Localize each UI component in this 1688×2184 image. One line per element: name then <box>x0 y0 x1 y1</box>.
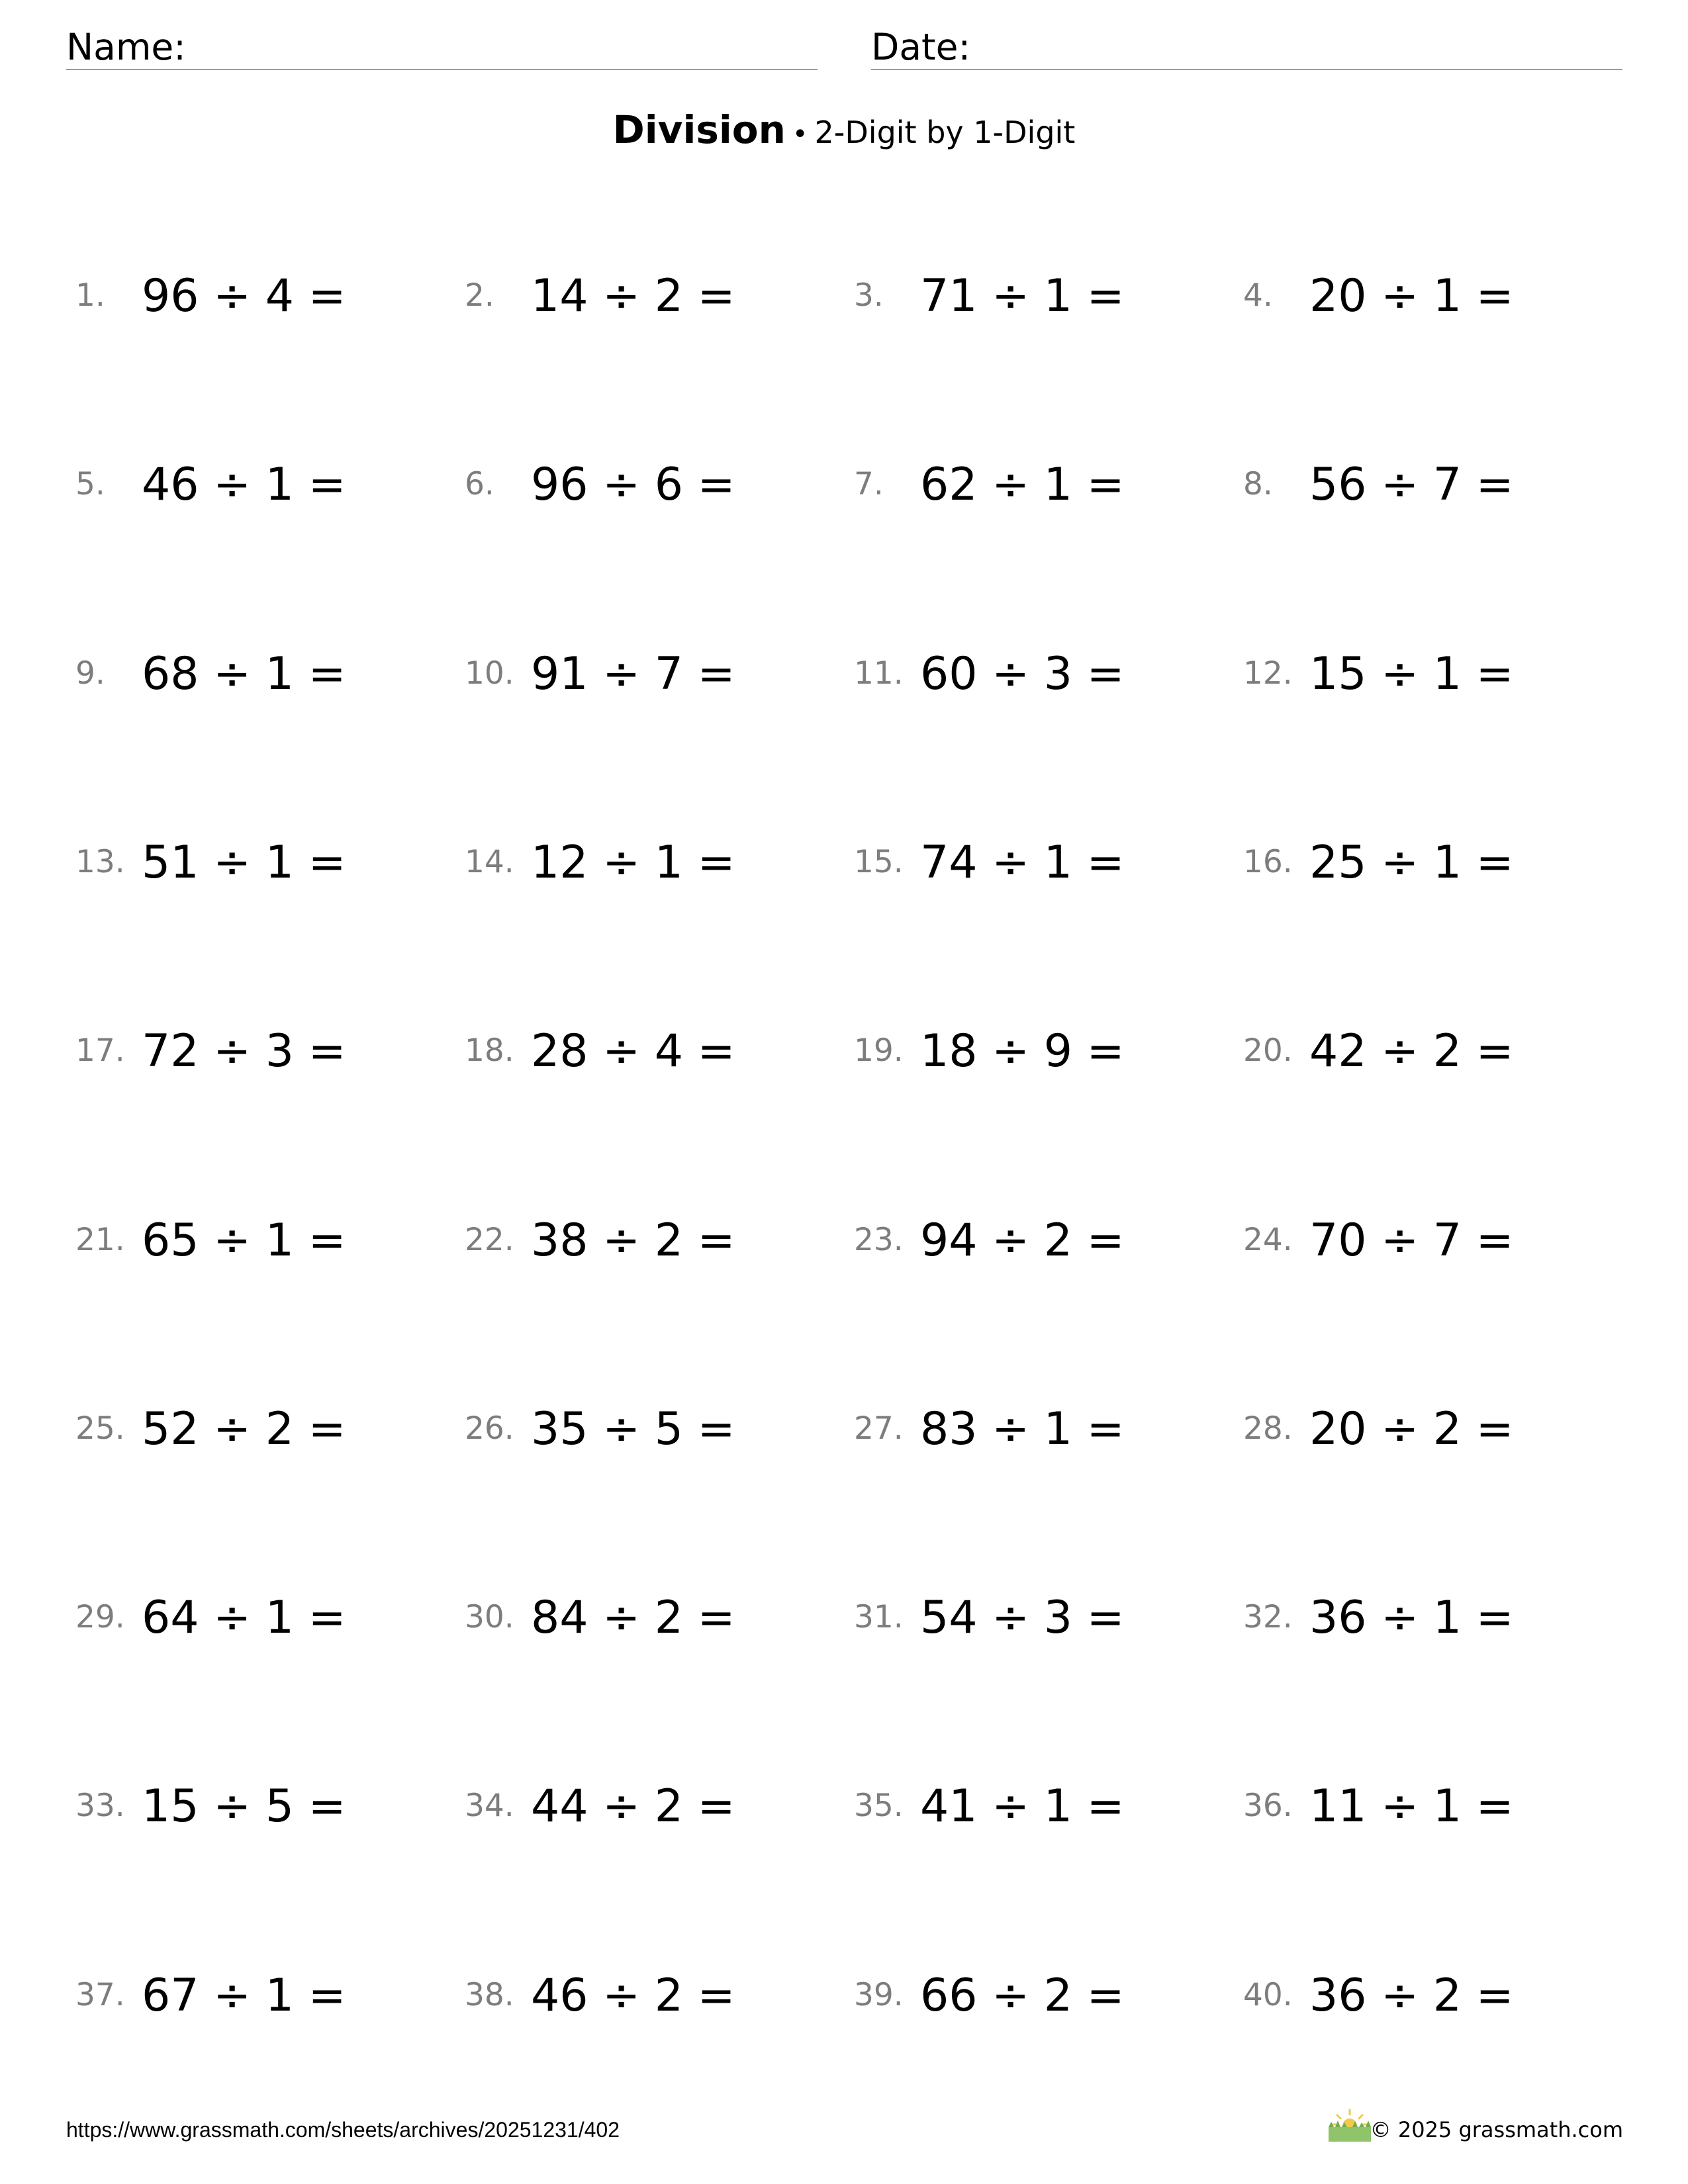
problem-item[interactable] <box>1234 641 1605 701</box>
problem-number: 40. <box>1243 1977 1293 2013</box>
problem-expression: 46 ÷ 2 = <box>531 1970 735 2022</box>
problem-expression: 84 ÷ 2 = <box>531 1592 735 1644</box>
problem-item[interactable] <box>845 263 1215 323</box>
problem-item[interactable] <box>455 641 826 701</box>
problem-number: 33. <box>75 1788 125 1824</box>
problem-expression: 15 ÷ 5 = <box>142 1780 346 1833</box>
problem-item[interactable] <box>455 452 826 512</box>
problem-item[interactable] <box>455 263 826 323</box>
problem-expression: 91 ÷ 7 = <box>531 648 735 700</box>
problem-expression: 44 ÷ 2 = <box>531 1780 735 1833</box>
problem-expression: 20 ÷ 1 = <box>1309 270 1514 322</box>
problem-item[interactable] <box>66 1019 437 1078</box>
problem-item[interactable] <box>845 641 1215 701</box>
date-label: Date: <box>871 26 970 68</box>
name-label: Name: <box>66 26 186 68</box>
problem-expression: 36 ÷ 1 = <box>1309 1592 1514 1644</box>
problem-number: 30. <box>465 1599 514 1635</box>
problem-expression: 41 ÷ 1 = <box>920 1780 1125 1833</box>
problem-expression: 72 ÷ 3 = <box>142 1025 346 1077</box>
problem-expression: 35 ÷ 5 = <box>531 1403 735 1455</box>
problem-expression: 42 ÷ 2 = <box>1309 1025 1514 1077</box>
problem-number: 28. <box>1243 1410 1293 1447</box>
problem-number: 21. <box>75 1222 125 1258</box>
problem-number: 39. <box>854 1977 904 2013</box>
problem-expression: 14 ÷ 2 = <box>531 270 735 322</box>
problem-item[interactable] <box>66 641 437 701</box>
problem-item[interactable] <box>66 1963 437 2023</box>
problem-expression: 46 ÷ 1 = <box>142 459 346 511</box>
problem-number: 3. <box>854 277 884 314</box>
problem-number: 19. <box>854 1032 904 1069</box>
problem-expression: 94 ÷ 2 = <box>920 1214 1125 1267</box>
problem-number: 32. <box>1243 1599 1293 1635</box>
problem-item[interactable] <box>455 1585 826 1645</box>
problem-number: 9. <box>75 655 105 692</box>
problem-item[interactable] <box>845 1585 1215 1645</box>
problem-number: 6. <box>465 466 494 502</box>
name-field[interactable] <box>66 25 818 70</box>
problem-expression: 96 ÷ 4 = <box>142 270 346 322</box>
problem-number: 25. <box>75 1410 125 1447</box>
problem-expression: 64 ÷ 1 = <box>142 1592 346 1644</box>
problem-item[interactable] <box>845 1396 1215 1456</box>
problem-item[interactable] <box>455 1774 826 1833</box>
problem-expression: 15 ÷ 1 = <box>1309 648 1514 700</box>
problem-expression: 54 ÷ 3 = <box>920 1592 1125 1644</box>
problem-expression: 96 ÷ 6 = <box>531 459 735 511</box>
problem-item[interactable] <box>1234 1585 1605 1645</box>
problem-number: 4. <box>1243 277 1273 314</box>
problem-item[interactable] <box>845 1774 1215 1833</box>
problem-expression: 28 ÷ 4 = <box>531 1025 735 1077</box>
problem-number: 23. <box>854 1222 904 1258</box>
problem-number: 36. <box>1243 1788 1293 1824</box>
problem-number: 34. <box>465 1788 514 1824</box>
problem-expression: 68 ÷ 1 = <box>142 648 346 700</box>
problem-number: 31. <box>854 1599 904 1635</box>
problem-number: 22. <box>465 1222 514 1258</box>
problem-number: 16. <box>1243 844 1293 880</box>
footer-copyright: © 2025 grassmath.com <box>1370 2117 1623 2142</box>
problem-item[interactable] <box>455 1019 826 1078</box>
problem-expression: 51 ÷ 1 = <box>142 837 346 889</box>
problem-item[interactable] <box>455 1396 826 1456</box>
problem-number: 38. <box>465 1977 514 2013</box>
problem-item[interactable] <box>1234 452 1605 512</box>
problem-item[interactable] <box>66 452 437 512</box>
problem-item[interactable] <box>1234 263 1605 323</box>
title-main: Division <box>612 107 786 152</box>
problem-expression: 36 ÷ 2 = <box>1309 1970 1514 2022</box>
problem-expression: 25 ÷ 1 = <box>1309 837 1514 889</box>
problem-number: 35. <box>854 1788 904 1824</box>
problem-number: 1. <box>75 277 105 314</box>
problem-expression: 70 ÷ 7 = <box>1309 1214 1514 1267</box>
problem-number: 17. <box>75 1032 125 1069</box>
problem-expression: 18 ÷ 9 = <box>920 1025 1125 1077</box>
problem-expression: 52 ÷ 2 = <box>142 1403 346 1455</box>
problem-item[interactable] <box>66 1774 437 1833</box>
problem-number: 15. <box>854 844 904 880</box>
title-separator: • <box>792 119 808 150</box>
problem-item[interactable] <box>66 830 437 889</box>
problem-expression: 60 ÷ 3 = <box>920 648 1125 700</box>
problem-expression: 67 ÷ 1 = <box>142 1970 346 2022</box>
problem-number: 26. <box>465 1410 514 1447</box>
problem-expression: 11 ÷ 1 = <box>1309 1780 1514 1833</box>
problem-item[interactable] <box>1234 830 1605 889</box>
problem-expression: 20 ÷ 2 = <box>1309 1403 1514 1455</box>
problem-item[interactable] <box>845 1963 1215 2023</box>
problem-expression: 83 ÷ 1 = <box>920 1403 1125 1455</box>
problem-number: 14. <box>465 844 514 880</box>
problem-number: 12. <box>1243 655 1293 692</box>
problem-item[interactable] <box>455 830 826 889</box>
problem-item[interactable] <box>1234 1396 1605 1456</box>
problem-expression: 38 ÷ 2 = <box>531 1214 735 1267</box>
problem-item[interactable] <box>1234 1774 1605 1833</box>
problem-number: 13. <box>75 844 125 880</box>
problem-item[interactable] <box>455 1963 826 2023</box>
title-subtitle: 2-Digit by 1-Digit <box>814 114 1076 150</box>
problem-expression: 65 ÷ 1 = <box>142 1214 346 1267</box>
problem-item[interactable] <box>845 830 1215 889</box>
problem-item[interactable] <box>66 1585 437 1645</box>
problem-number: 8. <box>1243 466 1273 502</box>
problem-number: 5. <box>75 466 105 502</box>
problem-item[interactable] <box>1234 1019 1605 1078</box>
footer-url[interactable]: https://www.grassmath.com/sheets/archives/20251231/402 <box>66 2118 620 2142</box>
problem-number: 11. <box>854 655 904 692</box>
problem-item[interactable] <box>1234 1963 1605 2023</box>
problem-item[interactable] <box>845 452 1215 512</box>
problem-item[interactable] <box>66 1396 437 1456</box>
date-field[interactable] <box>871 25 1622 70</box>
problem-number: 18. <box>465 1032 514 1069</box>
problem-expression: 66 ÷ 2 = <box>920 1970 1125 2022</box>
problem-item[interactable] <box>845 1208 1215 1267</box>
problem-item[interactable] <box>845 1019 1215 1078</box>
problem-expression: 71 ÷ 1 = <box>920 270 1125 322</box>
sun-over-grass-icon <box>1327 2107 1372 2143</box>
problem-expression: 56 ÷ 7 = <box>1309 459 1514 511</box>
problem-number: 24. <box>1243 1222 1293 1258</box>
problem-item[interactable] <box>66 1208 437 1267</box>
problem-number: 27. <box>854 1410 904 1447</box>
problem-number: 7. <box>854 466 884 502</box>
problem-expression: 12 ÷ 1 = <box>531 837 735 889</box>
problem-number: 2. <box>465 277 494 314</box>
problem-number: 20. <box>1243 1032 1293 1069</box>
problem-item[interactable] <box>66 263 437 323</box>
problem-item[interactable] <box>1234 1208 1605 1267</box>
problem-expression: 74 ÷ 1 = <box>920 837 1125 889</box>
problem-expression: 62 ÷ 1 = <box>920 459 1125 511</box>
problem-number: 37. <box>75 1977 125 2013</box>
problem-number: 29. <box>75 1599 125 1635</box>
worksheet-title <box>0 105 1688 159</box>
problem-number: 10. <box>465 655 514 692</box>
problem-item[interactable] <box>455 1208 826 1267</box>
